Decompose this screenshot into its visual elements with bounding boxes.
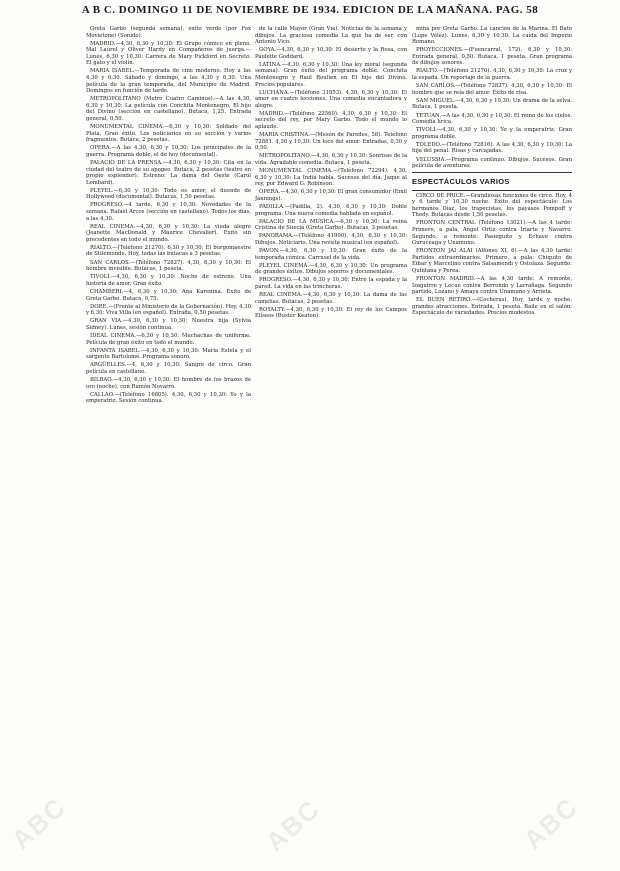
- column-3: [412, 26, 572, 866]
- listing-paragraph: PLEYEL CINEMA.—4,30, 6,30 y 10,30: Un programa de grandes éxitos. Dibujos sonoros y documentales.: [255, 262, 407, 276]
- listing-paragraph: SAN CARLOS.—(Teléfono 72827). 4,30, 6,30 y 10,30: El hombre que se reía del amor. Éxito de risa.: [412, 83, 572, 96]
- column-2: [255, 26, 407, 866]
- listing-paragraph: SAN CARLOS.—(Teléfono 72827). 4,30, 6,30 y 10,30: El hombre invisible. Butacas, 1 peseta.: [86, 259, 251, 273]
- listing-paragraph: PROGRESO.—4 tarde, 6,30 y 10,30: Novedades de la semana. Rafael Arcos (sección en castellano). Todos los días, a las 4,30.: [86, 202, 251, 222]
- listing-paragraph: MADRID.—4,30, 6,30 y 10,30: El Grupo cómico en pleno. Mal Laurel y Oliver Hardy en Compañeros de juerga.—Lunes, 6,30 y 10,30: Carrera de Mary Pickford en Secreto. El gato y el violín.: [86, 40, 251, 67]
- watermark-logo: ABC: [259, 793, 327, 858]
- watermark-logo: ABC: [517, 791, 585, 856]
- listing-paragraph: DORE.—(Frente al Ministerio de la Gobernación). Hoy, 4,30 y 6,30: Viva Villa (en español). Entrada, 0,50 pesetas.: [86, 303, 251, 317]
- listing-paragraph: PALACIO DE LA PRENSA.—4,30, 6,30 y 10,30: Cita en la ciudad del teatro de su apogeo. Butaca, 2 pesetas (teatro en propio esplendor). Estreno: La dama del Oeste (Carol Lombard).: [86, 159, 251, 186]
- listing-paragraph: LATINA.—4,30, 6,30 y 10,30: Una ley moral (segunda semana). Gran éxito del programa doble. Conchita Montenegro y Raul Roulien en El hijo del Divino. Precios populares.: [255, 61, 407, 88]
- listing-paragraph: PANORAMA.—(Teléfono 41900). 4,30, 6,30 y 10,30: Dibujos. Noticiario. Una revista musical (en español).: [255, 233, 407, 246]
- listing-paragraph: CALLAO.—(Teléfono 16805). 4,30, 6,30 y 10,30: Yo y la emperatriz. Sesión continua.: [86, 391, 251, 405]
- listing-paragraph: VELUSSIA.—Programa continuo. Dibujos. Sucesos. Gran película de aventuras.: [412, 156, 572, 170]
- listing-paragraph: PADILLA.—(Padilla, 2). 4,30, 6,30 y 10,30: Doble programa. Una nueva comedia hablada en español.: [255, 204, 407, 217]
- listing-paragraph: MADRID.—(Teléfono 22560). 4,30, 6,30 y 10,30: El secreto del rey, por Mary Garbo. Todo el mundo lo aplaude.: [255, 110, 407, 131]
- listing-paragraph: METROPOLITANO (Metro Cuatro Caminos).—A las 4,30, 6,30 y 10,30: La película con Conchita Montenegro, El hijo del Divino (sección en castellano). Butaca, 1,25. Entrada general, 0,50.: [86, 96, 251, 122]
- listing-paragraph: PROYECCIONES.—(Fuencarral, 172). 6,30 y 10,30: Entrada general, 0,50. Butaca, 1 peseta. Gran programa de dibujos sonoros.: [412, 47, 572, 67]
- listing-paragraph: TETUAN.—A las 4,30, 6,30 y 10,30: El reino de los cielos. Comedia lírica.: [412, 112, 572, 126]
- listing-paragraph: EL BUEN RETIRO.—(Cocheras). Hoy, tarde y noche, grandes atracciones. Entrada, 1 peseta. Baile en el salón. Espectáculo de variedades. Precios modestos.: [412, 297, 572, 317]
- listing-paragraph: BILBAO.—4,30, 6,30 y 10,30: El hombre de los brazos de oro (noche), con Ramón Novarro.: [86, 377, 251, 390]
- listing-paragraph: IDEAL CINEMA.—6,30 y 10,30: Muchachas de uniforme. Película de gran éxito en todo el mundo.: [86, 333, 251, 346]
- listing-paragraph: RIALTO.—(Teléfono 21270). 4,30, 6,30 y 10,30: La cruz y la espada. Un reportaje de la guerra.: [412, 68, 572, 82]
- listing-paragraph: GOYA.—4,30, 6,30 y 10,30: El desierto y la Rosa, con Paulette Goddard.: [255, 47, 407, 60]
- listing-paragraph: OPERA.—4,30, 6,30 y 10,30: El gran consumidor (Emil Jannings).: [255, 189, 407, 202]
- listing-paragraph: TOLEDO.—(Teléfono 72816). A las 4,30, 6,30 y 10,30: La hija del penal. Risas y carcajadas.: [412, 141, 572, 155]
- column-3-listings: [412, 26, 572, 170]
- listing-paragraph: SAN MIGUEL.—4,30, 6,30 y 10,30: Un drama de la selva. Butaca, 1 peseta.: [412, 97, 572, 111]
- listing-paragraph: ROYALTY.—4,30, 6,30 y 10,30: El rey de los Campos Elíseos (Buster Keaton).: [255, 306, 407, 320]
- page-header: [0, 4, 620, 18]
- listing-paragraph: RIALTO.—(Teléfono 21270). 6,30 y 10,30: El burgomaestre de Stilemonde. Hoy, todas las butacas a 3 pesetas.: [86, 244, 251, 258]
- section-divider: [412, 172, 572, 173]
- listing-paragraph: TIVOLI.—4,30, 6,30 y 10,30: Noche de estreno. Una historia de amor. Gran éxito.: [86, 274, 251, 287]
- listing-paragraph: REAL CINEMA.—4,30, 6,30 y 10,30: La viuda alegre (Jeanette MacDonald y Maurice Chevalier). Éxito sin precedentes en todo el mundo.: [86, 223, 251, 243]
- listing-paragraph: TIVOLI.—4,30, 6,30 y 10,30: Yo y la emperatriz. Gran programa doble.: [412, 127, 572, 140]
- listing-paragraph: mina por Greta Garbo. La canción de la Marina. El Bato (Lupe Vélez). Lunes, 6,30 y 10,30: La caída del Imperio Romano.: [412, 26, 572, 46]
- listing-paragraph: MARIA ISABEL.—Temporada de cine moderno. Hoy a las 4,30 y 6,30. Sábado y domingo, a las 4,30 y 6,30. Una película de la gran temporada, del Municipio de Madrid. Domingos en función de tarde.: [86, 68, 251, 95]
- listing-paragraph: MARIA CRISTINA.—(Mesón de Paredes, 58). Teléfono 72881. 4,30 y 10,30: Un loco del amor. Entradas, 0,30 y 0,50.: [255, 132, 407, 152]
- listing-paragraph: CHAMBERI.—4, 6,30 y 10,30: Ana Karenina. Éxito de Greta Garbo. Butaca, 0,75.: [86, 288, 251, 302]
- listing-paragraph: FRONTON CENTRAL (Teléfono 13021).—A las 4 tarde: Primero, a pala, Angel Ortiz contra Iriarte y Navarro. Segundo, a remonte: Pasieguito y Echave contra Guruceaga y Unamuno.: [412, 220, 572, 247]
- listing-paragraph: PROGRESO.—4,30, 6,30 y 10,30: Entre la espada y la pared. La vida en las trincheras.: [255, 277, 407, 290]
- listing-paragraph: OPERA.—A las 4,30, 6,30 y 10,30: Los principales de la guerra. Programa doble, el de hoy (documental).: [86, 145, 251, 158]
- listing-paragraph: FRONTON JAI ALAI (Alfonso XI, 6).—A las 4,30 tarde: Partidos extraordinarios. Primero, a pala: Chiquito de Eibar y Marcelino contra Salsamendi y Ostolaza. Segundo: Quintana y Perea.: [412, 248, 572, 274]
- listing-paragraph: LUCHANA.—(Teléfono 31853). 4,30, 6,30 y 10,30: El amor en cuatro lecciones. Una comedia encantadora y alegre.: [255, 89, 407, 109]
- listing-paragraph: MONUMENTAL CINEMA.—6,30 y 10,30: Soldado del Plata. Gran éxito. Los noticiarios en su sección y varios fragmentos. Butaca, 2 pesetas.: [86, 124, 251, 144]
- listing-paragraph: CIRCO DE PRICE.—Grandiosas funciones de circo. Hoy, 4 y 6 tarde y 10,30 noche. Éxito del espectáculo: Los hermanos Díaz, los trapecistas, los payasos Pompoff y Thedy. Butacas desde 1,50 pesetas.: [412, 192, 572, 219]
- listing-paragraph: de la calle Mayor (Gran Vía). Noticias de la semana y dibujos. La graciosa comedia La que ha de ser, con Antonio Vico.: [255, 26, 407, 46]
- listing-paragraph: FRONTON MADRID.—A las 4,30 tarde: A remonte, Izaguirre y Lecue contra Berrondo y Larrañaga. Segundo partido, Lozano y Amaya contra Unamuno y Arrieta.: [412, 276, 572, 296]
- column-1: [86, 26, 251, 866]
- header-text: A B C. DOMINGO 11 DE NOVIEMBRE DE 1934. EDICION DE LA MAÑANA. PAG. 58: [81, 4, 539, 16]
- listing-paragraph: PALACIO DE LA MUSICA.—6,30 y 10,30: La reina Cristina de Suecia (Greta Garbo). Butacas, 3 pesetas.: [255, 218, 407, 232]
- listing-paragraph: INFANTA ISABEL.—4,30, 6,30 y 10,30: Maria Estela y el sargento Bartolomé. Programa sonoro.: [86, 347, 251, 361]
- listing-paragraph: GRAN VIA.—4,30, 6,30 y 10,30: Nuestra hija (Sylvia Sidney). Lunes, sesión continua.: [86, 318, 251, 331]
- listing-paragraph: PLEYEL.—6,30 y 10,30: Todo es amor, el duende de Hollywood (documental). Butacas, 1,50 pesetas.: [86, 187, 251, 201]
- section-listings: [412, 193, 572, 317]
- section-title: ESPECTÁCULOS VARIOS: [412, 176, 510, 186]
- listing-paragraph: Greta Garbo (segunda semana), éxito verde (por Fox Movietone) (Sonido).: [86, 26, 251, 39]
- section-divider: [412, 190, 572, 191]
- listing-paragraph: MONUMENTAL CINEMA.—(Teléfono 72294). 4,30, 6,30 y 10,30: La India habla. Sucesos del día. Jaque al rey, por Edward G. Robinson.: [255, 168, 407, 188]
- listing-paragraph: PAVON.—4,30, 6,30 y 10,30: Gran éxito de la temporada cómica. Carrusel de la vida.: [255, 248, 407, 261]
- watermark-logo: ABC: [5, 791, 73, 856]
- listing-paragraph: REAL CINEMA.—4,30, 6,30 y 10,30: La dama de las camelias. Butacas, 2 pesetas.: [255, 292, 407, 305]
- listing-paragraph: METROPOLITANO.—4,30, 6,30 y 10,30: Sonrisas de la vida. Agradable comedia. Butaca, 1 peseta.: [255, 153, 407, 166]
- listing-paragraph: ARGÜELLES.—4, 6,30 y 10,30: Sangre de circo. Gran película en castellano.: [86, 362, 251, 375]
